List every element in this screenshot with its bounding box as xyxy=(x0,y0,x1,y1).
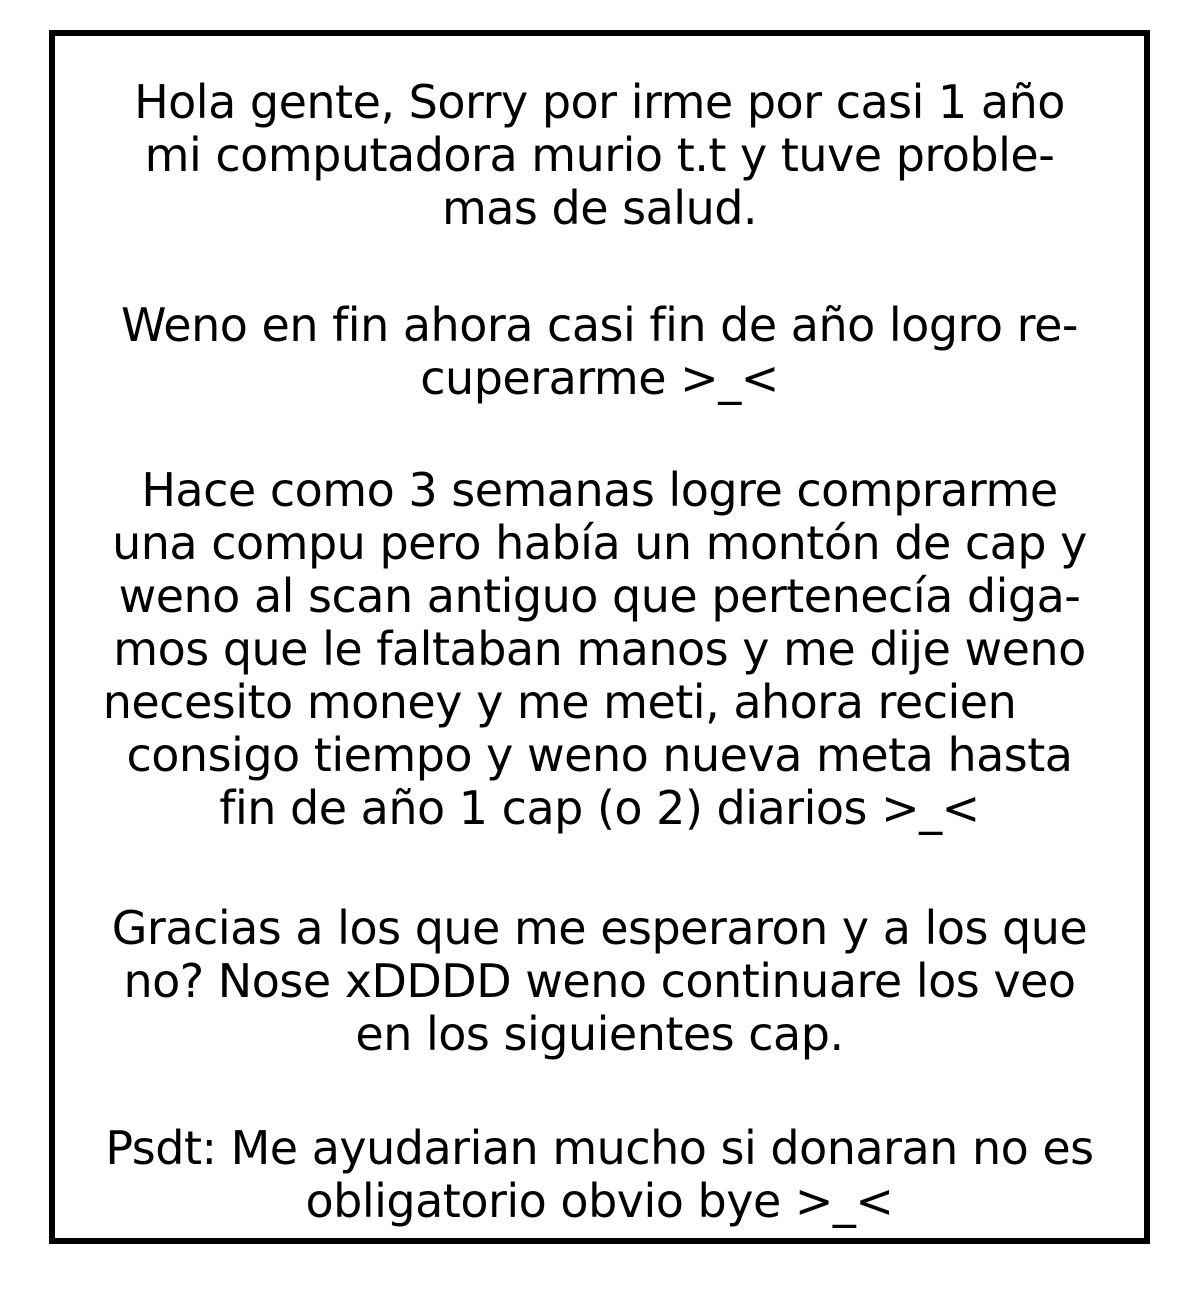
note-line: obligatorio obvio bye >_< xyxy=(305,1174,894,1228)
note-line: mos que le faltaban manos y me dije weno xyxy=(113,622,1086,676)
note-line: Hace como 3 semanas logre comprarme xyxy=(141,463,1058,517)
note-line: en los siguientes cap. xyxy=(355,1007,844,1061)
note-line: Gracias a los que me esperaron y a los que xyxy=(111,901,1088,955)
note-text xyxy=(55,36,1144,1238)
note-line: no? Nose xDDDD weno continuare los veo xyxy=(123,954,1076,1008)
note-line: weno al scan antiguo que pertenecía diga- xyxy=(118,569,1081,623)
note-line: Weno en fin ahora casi fin de año logro re- xyxy=(121,298,1078,352)
note-paragraph-thanks xyxy=(55,902,1144,1061)
note-line: mas de salud. xyxy=(441,181,758,235)
note-paragraph-postscript xyxy=(55,1122,1144,1228)
note-paragraph-greeting xyxy=(55,76,1144,235)
note-line: mi computadora murio t.t y tuve proble- xyxy=(144,128,1055,182)
note-paragraph-new-computer xyxy=(55,464,1144,835)
note-line: fin de año 1 cap (o 2) diarios >_< xyxy=(219,781,980,835)
note-line: Psdt: Me ayudarian mucho si donaran no es xyxy=(105,1121,1094,1175)
note-panel xyxy=(49,30,1150,1244)
note-line: una compu pero había un montón de cap y xyxy=(112,516,1087,570)
note-paragraph-recovery xyxy=(55,299,1144,405)
note-line: Hola gente, Sorry por irme por casi 1 año xyxy=(134,75,1065,129)
note-line: consigo tiempo y weno nueva meta hasta xyxy=(126,728,1073,782)
note-line: cuperarme >_< xyxy=(420,351,779,405)
note-line: necesito money y me meti, ahora recien xyxy=(102,675,1017,729)
